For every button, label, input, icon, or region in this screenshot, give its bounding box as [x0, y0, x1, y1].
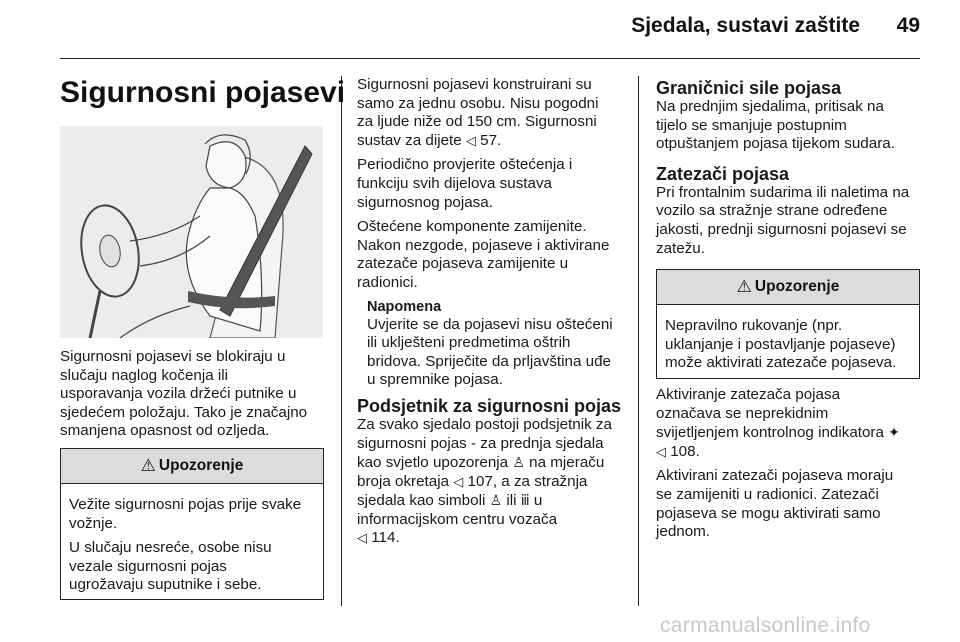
warning-box-left — [60, 448, 324, 600]
note-title: Napomena — [367, 298, 442, 315]
column-divider-right — [638, 76, 639, 606]
text-fragment: sustav za dijete — [357, 131, 462, 149]
page-reference[interactable]: 57. — [480, 131, 502, 149]
text-line: Vežite sigurnosni pojas prije svake — [69, 496, 302, 513]
text-line: vozilo sa stražnje strane određene — [656, 202, 888, 220]
rear-seatbelt-icon: ⅲ — [520, 492, 530, 509]
text-line: Nepravilno rukovanje (npr. — [665, 317, 843, 334]
text-line: slučaju naglog kočenja ili — [60, 366, 229, 384]
right-column-bottom — [656, 386, 926, 548]
text-line: U slučaju nesreće, osobe nisu — [69, 539, 272, 557]
seatbelt-warning-icon: ♙ — [512, 454, 525, 471]
text-fragment: sjedala kao simboli — [357, 492, 486, 510]
text-line: vožnje. — [69, 514, 118, 532]
text-line: ugrožavaju suputnike i sebe. — [69, 576, 262, 594]
text-line: označava se neprekidnim — [656, 404, 829, 422]
intro-paragraph — [60, 348, 335, 441]
text-line: Uvjerite se da pojasevi nisu oštećeni — [367, 315, 613, 333]
text-line: zatezače pojaseva zamijenite u — [357, 255, 569, 273]
text-line: Na prednjim sjedalima, pritisak na — [656, 98, 884, 115]
right-column-top — [656, 78, 926, 264]
text-fragment: u — [533, 492, 543, 510]
text-line: smanjena opasnost od ozljeda. — [60, 422, 270, 440]
text-line: se zamijeniti u radionici. Zatezači — [656, 485, 879, 503]
text-fragment: ili — [506, 492, 517, 510]
text-line: Za svako sjedalo postoji podsjetnik za — [357, 415, 612, 433]
text-line: sigurnosnog pojasa. — [357, 193, 493, 211]
text-line: Aktiviranje zatezača pojasa — [656, 386, 841, 403]
column-divider-left — [341, 76, 342, 606]
text-line: pojaseva se mogu aktivirati samo — [656, 504, 881, 522]
section-heading: Sigurnosni pojasevi — [60, 76, 346, 109]
warning-body — [657, 305, 919, 381]
subheading-belt-reminder: Podsjetnik za sigurnosni pojas — [357, 395, 622, 416]
page-reference[interactable]: 108. — [670, 442, 700, 460]
reference-arrow-icon: ◁ — [453, 473, 464, 489]
text-line: Oštećene komponente zamijenite. — [357, 218, 587, 236]
airbag-indicator-icon: ✦ — [888, 424, 900, 441]
warning-title: Upozorenje — [158, 457, 244, 474]
warning-box-right — [656, 269, 920, 379]
text-line: zatežu. — [656, 239, 705, 257]
warning-body — [61, 484, 323, 609]
reference-arrow-icon: ◁ — [656, 443, 666, 459]
text-line: Sigurnosni pojasevi se blokiraju u — [60, 348, 286, 365]
warning-header — [61, 449, 323, 484]
subheading-pretensioners: Zatezači pojasa — [656, 163, 790, 184]
warning-triangle-icon: ⚠ — [140, 456, 156, 475]
text-line: otpuštanjem pojasa tijekom sudara. — [656, 135, 895, 153]
text-line: Pri frontalnim sudarima ili naletima na — [656, 183, 910, 201]
text-line: informacijskom centru vozača — [357, 510, 558, 528]
warning-title: Upozorenje — [754, 278, 840, 295]
warning-header — [657, 270, 919, 305]
text-line: tijelo se smanjuje postupnim — [656, 116, 847, 134]
text-fragment: kao svjetlo upozorenja — [357, 454, 509, 472]
text-fragment: na mjeraču — [529, 454, 605, 472]
seatbelt-illustration — [60, 126, 323, 338]
note-block — [357, 299, 632, 390]
warning-triangle-icon: ⚠ — [736, 277, 752, 296]
text-line: jednom. — [656, 523, 711, 541]
middle-column — [357, 76, 632, 554]
text-line: u spremnike pojasa. — [367, 371, 503, 389]
text-line: Periodično provjerite oštećenja i — [357, 156, 573, 174]
seatbelt-warning-icon: ♙ — [489, 492, 503, 509]
text-line: može aktivirati zatezače pojaseva. — [665, 354, 897, 372]
text-line: vezale sigurnosni pojas — [69, 557, 227, 575]
text-fragment: 107, a za stražnja — [467, 472, 588, 490]
text-line: za ljude niže od 150 cm. Sigurnosni — [357, 113, 597, 131]
watermark: carmanualsonline.info — [660, 614, 871, 637]
header-rule — [60, 58, 920, 59]
text-line: usporavanja vozila držeći putnike u — [60, 385, 297, 403]
text-line: Sigurnosni pojasevi konstruirani su — [357, 76, 592, 93]
text-line: Nakon nezgode, pojaseve i aktivirane — [357, 236, 610, 254]
text-fragment: svijetljenjem kontrolnog indikatora — [656, 424, 884, 442]
reference-arrow-icon: ◁ — [357, 530, 367, 546]
text-fragment: broja okretaja — [357, 472, 450, 490]
page-reference[interactable]: 114. — [371, 529, 400, 547]
running-header-title: Sjedala, sustavi zaštite — [631, 14, 860, 37]
text-line: bridova. Spriječite da prljavština uđe — [367, 352, 611, 370]
text-line: samo za jednu osobu. Nisu pogodni — [357, 94, 599, 112]
text-line: sigurnosni pojas - za prednja sjedala — [357, 434, 604, 452]
reference-arrow-icon: ◁ — [465, 132, 476, 148]
text-line: uklanjanje i postavljanje pojaseve) — [665, 335, 896, 353]
text-line: jakosti, prednji sigurnosni pojasevi se — [656, 220, 907, 238]
text-line: Aktivirani zatezači pojaseva moraju — [656, 467, 894, 485]
text-line: funkciju svih dijelova sustava — [357, 174, 553, 192]
text-line: ili uklješteni predmetima oštrih — [367, 334, 571, 352]
text-line: sjedećem položaju. Tako je značajno — [60, 403, 308, 421]
subheading-force-limiters: Graničnici sile pojasa — [656, 78, 842, 98]
text-line: radionici. — [357, 273, 418, 291]
page-number: 49 — [896, 14, 920, 37]
